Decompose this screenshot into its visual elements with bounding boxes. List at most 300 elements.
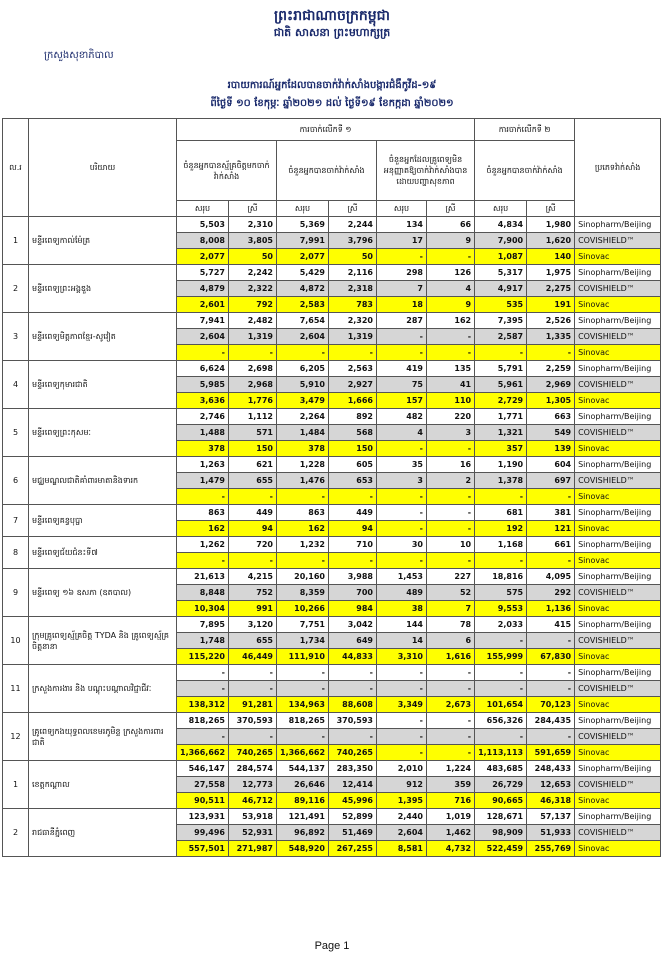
vaccine-type-cell: Sinopharm/Beijing [575, 505, 661, 521]
vaccine-type-cell: COVISHIELD™ [575, 329, 661, 345]
value-cell: - [277, 665, 329, 681]
value-cell: - [177, 729, 229, 745]
vaccine-type-cell: Sinovac [575, 249, 661, 265]
vaccine-type-cell: Sinovac [575, 745, 661, 761]
value-cell: - [177, 681, 229, 697]
value-cell: 52,899 [329, 809, 377, 825]
value-cell: 4,834 [475, 217, 527, 233]
value-cell: 2,968 [229, 377, 277, 393]
value-cell: 284,574 [229, 761, 277, 777]
value-cell: 45,996 [329, 793, 377, 809]
value-cell: 123,931 [177, 809, 229, 825]
value-cell: 655 [229, 473, 277, 489]
value-cell: 41 [427, 377, 475, 393]
facility-name: មន្ទីរពេទ្យកាល់ម៉ែត្រ [29, 217, 177, 265]
value-cell: 5,369 [277, 217, 329, 233]
value-cell: 3,042 [329, 617, 377, 633]
value-cell: 70,123 [527, 697, 575, 713]
value-cell: 9,553 [475, 601, 527, 617]
value-cell: 17 [377, 233, 427, 249]
value-cell: 44,833 [329, 649, 377, 665]
page-number: Page 1 [314, 940, 350, 952]
vaccine-type-cell: Sinopharm/Beijing [575, 409, 661, 425]
sub-total-header: សរុប [377, 201, 427, 217]
value-cell: 818,265 [177, 713, 229, 729]
value-cell: 1,019 [427, 809, 475, 825]
value-cell: 12,653 [527, 777, 575, 793]
value-cell: 1,136 [527, 601, 575, 617]
value-cell: - [329, 681, 377, 697]
motto-heading: ជាតិ សាសនា ព្រះមហាក្សត្រ [273, 26, 391, 39]
value-cell: - [527, 729, 575, 745]
value-cell: 7,941 [177, 313, 229, 329]
table-row [3, 361, 661, 377]
value-cell: - [377, 329, 427, 345]
value-cell: 984 [329, 601, 377, 617]
value-cell: 91,281 [229, 697, 277, 713]
row-number: 3 [3, 313, 29, 361]
value-cell: 892 [329, 409, 377, 425]
value-cell: 700 [329, 585, 377, 601]
value-cell: - [475, 729, 527, 745]
value-cell: - [427, 345, 475, 361]
value-cell: 18 [377, 297, 427, 313]
value-cell: 621 [229, 457, 277, 473]
facility-name: មន្ទីរពេទ្យព្រះអង្គឌួង [29, 265, 177, 313]
value-cell: 2,010 [377, 761, 427, 777]
table-row [3, 809, 661, 825]
value-cell: 5,961 [475, 377, 527, 393]
value-cell: - [427, 329, 475, 345]
value-cell: 126 [427, 265, 475, 281]
value-cell: 51,469 [329, 825, 377, 841]
table-row [3, 569, 661, 585]
value-cell: 135 [427, 361, 475, 377]
value-cell: 111,910 [277, 649, 329, 665]
value-cell: - [427, 521, 475, 537]
value-cell: 8,848 [177, 585, 229, 601]
value-cell: 292 [527, 585, 575, 601]
vaccination-table [2, 118, 661, 857]
value-cell: 2,440 [377, 809, 427, 825]
value-cell: 1,366,662 [277, 745, 329, 761]
value-cell: 53,918 [229, 809, 277, 825]
value-cell: - [377, 249, 427, 265]
value-cell: 1,453 [377, 569, 427, 585]
vaccine-type-cell: COVISHIELD™ [575, 777, 661, 793]
row-number: 2 [3, 265, 29, 313]
value-cell: 298 [377, 265, 427, 281]
value-cell: 1,232 [277, 537, 329, 553]
value-cell: 35 [377, 457, 427, 473]
row-number: 5 [3, 409, 29, 457]
value-cell: 2,116 [329, 265, 377, 281]
table-row [3, 409, 661, 425]
value-cell: 9 [427, 297, 475, 313]
col-registered-header: ចំនួនអ្នកបានស្ម័គ្រចិត្តមកចាក់វ៉ាក់សាំង [177, 141, 277, 201]
value-cell: - [475, 665, 527, 681]
value-cell: - [377, 745, 427, 761]
value-cell: 1,975 [527, 265, 575, 281]
value-cell: 1,112 [229, 409, 277, 425]
vaccine-type-cell: Sinopharm/Beijing [575, 457, 661, 473]
col-dose2-header: ការចាក់លើកទី ២ [475, 119, 575, 141]
value-cell: 649 [329, 633, 377, 649]
value-cell: 10,304 [177, 601, 229, 617]
value-cell: - [377, 553, 427, 569]
vaccine-type-cell: Sinovac [575, 841, 661, 857]
table-row [3, 537, 661, 553]
row-number: 1 [3, 217, 29, 265]
value-cell: - [229, 489, 277, 505]
value-cell: 489 [377, 585, 427, 601]
vaccine-type-cell: Sinovac [575, 601, 661, 617]
value-cell: - [177, 345, 229, 361]
value-cell: 792 [229, 297, 277, 313]
value-cell: 5,727 [177, 265, 229, 281]
col-dose2-vaccinated-header: ចំនួនអ្នកបានចាក់វ៉ាក់សាំង [475, 141, 575, 201]
value-cell: 2,563 [329, 361, 377, 377]
value-cell: 3,796 [329, 233, 377, 249]
value-cell: 94 [229, 521, 277, 537]
table-row [3, 457, 661, 473]
value-cell: - [277, 345, 329, 361]
sub-total-header: សរុប [277, 201, 329, 217]
value-cell: 1,620 [527, 233, 575, 249]
value-cell: 90,511 [177, 793, 229, 809]
value-cell: 1,319 [329, 329, 377, 345]
value-cell: - [229, 665, 277, 681]
value-cell: 121,491 [277, 809, 329, 825]
value-cell: 3,349 [377, 697, 427, 713]
value-cell: 4,872 [277, 281, 329, 297]
facility-name: មន្ទីរពេទ្យព្រះកុសមៈ [29, 409, 177, 457]
value-cell: 2,310 [229, 217, 277, 233]
value-cell: 4,215 [229, 569, 277, 585]
table-row [3, 713, 661, 729]
col-vaccine-type-header: ប្រភេទវ៉ាក់សាំង [575, 119, 661, 217]
table-row [3, 761, 661, 777]
value-cell: 284,435 [527, 713, 575, 729]
value-cell: 94 [329, 521, 377, 537]
value-cell: 1,776 [229, 393, 277, 409]
facility-name: មន្ទីរពេទ្យ ១៦ ឧសភា (ឧតបាល) [29, 569, 177, 617]
value-cell: 283,350 [329, 761, 377, 777]
value-cell: 89,116 [277, 793, 329, 809]
value-cell: - [329, 489, 377, 505]
value-cell: 357 [475, 441, 527, 457]
value-cell: 78 [427, 617, 475, 633]
row-number: 12 [3, 713, 29, 761]
value-cell: 2,322 [229, 281, 277, 297]
value-cell: 1,113,113 [475, 745, 527, 761]
value-cell: 30 [377, 537, 427, 553]
vaccine-type-cell: Sinovac [575, 553, 661, 569]
value-cell: 101,654 [475, 697, 527, 713]
sub-female-header: ស្រី [229, 201, 277, 217]
value-cell: 1,263 [177, 457, 229, 473]
value-cell: 7,895 [177, 617, 229, 633]
vaccine-type-cell: Sinovac [575, 521, 661, 537]
value-cell: 1,484 [277, 425, 329, 441]
row-number: 6 [3, 457, 29, 505]
value-cell: 18,816 [475, 569, 527, 585]
value-cell: 2,969 [527, 377, 575, 393]
value-cell: - [229, 553, 277, 569]
value-cell: 5,910 [277, 377, 329, 393]
value-cell: - [277, 729, 329, 745]
value-cell: 162 [427, 313, 475, 329]
value-cell: 4,732 [427, 841, 475, 857]
vaccine-type-cell: COVISHIELD™ [575, 729, 661, 745]
table-row [3, 313, 661, 329]
value-cell: 1,262 [177, 537, 229, 553]
col-name-header: បរិយាយ [29, 119, 177, 217]
row-number: 8 [3, 537, 29, 569]
value-cell: - [427, 249, 475, 265]
value-cell: 740,265 [229, 745, 277, 761]
value-cell: 1,479 [177, 473, 229, 489]
value-cell: 5,317 [475, 265, 527, 281]
value-cell: 3,636 [177, 393, 229, 409]
value-cell: 656,326 [475, 713, 527, 729]
value-cell: 52 [427, 585, 475, 601]
value-cell: 370,593 [329, 713, 377, 729]
value-cell: - [475, 681, 527, 697]
vaccine-type-cell: COVISHIELD™ [575, 585, 661, 601]
value-cell: 1,462 [427, 825, 475, 841]
value-cell: 138,312 [177, 697, 229, 713]
value-cell: 1,734 [277, 633, 329, 649]
value-cell: 568 [329, 425, 377, 441]
row-number: 2 [3, 809, 29, 857]
value-cell: - [329, 553, 377, 569]
value-cell: 991 [229, 601, 277, 617]
value-cell: 5,429 [277, 265, 329, 281]
value-cell: 12,773 [229, 777, 277, 793]
value-cell: - [277, 681, 329, 697]
value-cell: 20,160 [277, 569, 329, 585]
vaccine-type-cell: Sinopharm/Beijing [575, 217, 661, 233]
vaccine-type-cell: COVISHIELD™ [575, 377, 661, 393]
value-cell: 571 [229, 425, 277, 441]
value-cell: 66 [427, 217, 475, 233]
value-cell: 3,479 [277, 393, 329, 409]
value-cell: 2,673 [427, 697, 475, 713]
vaccine-type-cell: COVISHIELD™ [575, 281, 661, 297]
value-cell: - [229, 729, 277, 745]
value-cell: 720 [229, 537, 277, 553]
sub-female-header: ស្រី [427, 201, 475, 217]
value-cell: 3,120 [229, 617, 277, 633]
value-cell: 483,685 [475, 761, 527, 777]
facility-name: មន្ទីរពេទ្យជ័យជំនះទី៧ [29, 537, 177, 569]
value-cell: - [177, 489, 229, 505]
value-cell: 150 [329, 441, 377, 457]
col-vaccinated-header: ចំនួនអ្នកបានចាក់វ៉ាក់សាំង [277, 141, 377, 201]
value-cell: 287 [377, 313, 427, 329]
value-cell: 134 [377, 217, 427, 233]
value-cell: - [527, 489, 575, 505]
vaccine-type-cell: Sinovac [575, 793, 661, 809]
value-cell: - [527, 345, 575, 361]
col-deferred-header: ចំនួនអ្នកដែលគ្រូពេទ្យមិនអនុញ្ញាតឱ្យចាក់វ៉ាក់សាំងបានដោយបញ្ហាសុខភាព [377, 141, 475, 201]
value-cell: 2,604 [177, 329, 229, 345]
value-cell: - [377, 441, 427, 457]
value-cell: 227 [427, 569, 475, 585]
value-cell: 6,624 [177, 361, 229, 377]
vaccine-type-cell: COVISHIELD™ [575, 233, 661, 249]
vaccine-type-cell: COVISHIELD™ [575, 681, 661, 697]
value-cell: 575 [475, 585, 527, 601]
value-cell: 140 [527, 249, 575, 265]
value-cell: 75 [377, 377, 427, 393]
value-cell: 378 [277, 441, 329, 457]
value-cell: 128,671 [475, 809, 527, 825]
value-cell: 2,244 [329, 217, 377, 233]
value-cell: 2,698 [229, 361, 277, 377]
col-no-header: ល.រ [3, 119, 29, 217]
value-cell: - [377, 665, 427, 681]
value-cell: 7,900 [475, 233, 527, 249]
value-cell: 522,459 [475, 841, 527, 857]
value-cell: 2,033 [475, 617, 527, 633]
value-cell: 783 [329, 297, 377, 313]
value-cell: 535 [475, 297, 527, 313]
value-cell: 2,746 [177, 409, 229, 425]
value-cell: 255,769 [527, 841, 575, 857]
value-cell: 9 [427, 233, 475, 249]
vaccine-type-cell: Sinopharm/Beijing [575, 761, 661, 777]
vaccine-type-cell: Sinopharm/Beijing [575, 537, 661, 553]
value-cell: 67,830 [527, 649, 575, 665]
value-cell: 697 [527, 473, 575, 489]
value-cell: 16 [427, 457, 475, 473]
value-cell: - [427, 665, 475, 681]
vaccine-type-cell: COVISHIELD™ [575, 633, 661, 649]
value-cell: 449 [229, 505, 277, 521]
value-cell: - [377, 521, 427, 537]
value-cell: 2 [427, 473, 475, 489]
value-cell: 139 [527, 441, 575, 457]
vaccine-type-cell: Sinopharm/Beijing [575, 313, 661, 329]
value-cell: - [527, 665, 575, 681]
value-cell: 1,616 [427, 649, 475, 665]
value-cell: 271,987 [229, 841, 277, 857]
value-cell: 681 [475, 505, 527, 521]
value-cell: 110 [427, 393, 475, 409]
table-row [3, 665, 661, 681]
value-cell: 134,963 [277, 697, 329, 713]
vaccine-type-cell: Sinopharm/Beijing [575, 361, 661, 377]
value-cell: 557,501 [177, 841, 229, 857]
vaccine-type-cell: Sinopharm/Beijing [575, 569, 661, 585]
value-cell: 661 [527, 537, 575, 553]
value-cell: 2,275 [527, 281, 575, 297]
value-cell: 46,449 [229, 649, 277, 665]
value-cell: 4,879 [177, 281, 229, 297]
table-row [3, 217, 661, 233]
value-cell: 121 [527, 521, 575, 537]
value-cell: 2,320 [329, 313, 377, 329]
value-cell: 26,646 [277, 777, 329, 793]
value-cell: - [427, 489, 475, 505]
value-cell: 3 [377, 473, 427, 489]
table-row [3, 617, 661, 633]
vaccine-type-cell: Sinovac [575, 649, 661, 665]
value-cell: 415 [527, 617, 575, 633]
value-cell: 99,496 [177, 825, 229, 841]
value-cell: - [329, 729, 377, 745]
vaccine-type-cell: Sinovac [575, 489, 661, 505]
value-cell: - [277, 489, 329, 505]
value-cell: 1,087 [475, 249, 527, 265]
value-cell: 26,729 [475, 777, 527, 793]
value-cell: 740,265 [329, 745, 377, 761]
value-cell: 220 [427, 409, 475, 425]
value-cell: 2,318 [329, 281, 377, 297]
value-cell: 1,190 [475, 457, 527, 473]
value-cell: 2,604 [377, 825, 427, 841]
value-cell: - [277, 553, 329, 569]
facility-name: ខេត្តកណ្ដាល [29, 761, 177, 809]
value-cell: 162 [177, 521, 229, 537]
value-cell: 546,147 [177, 761, 229, 777]
ministry-label: ក្រសួងសុខាភិបាល [44, 50, 114, 61]
table-row [3, 505, 661, 521]
value-cell: - [377, 729, 427, 745]
value-cell: 1,366,662 [177, 745, 229, 761]
value-cell: 752 [229, 585, 277, 601]
value-cell: 7,654 [277, 313, 329, 329]
vaccine-type-cell: Sinopharm/Beijing [575, 265, 661, 281]
value-cell: 381 [527, 505, 575, 521]
value-cell: 6,205 [277, 361, 329, 377]
value-cell: 10,266 [277, 601, 329, 617]
value-cell: 655 [229, 633, 277, 649]
value-cell: - [177, 553, 229, 569]
value-cell: 46,712 [229, 793, 277, 809]
sub-female-header: ស្រី [527, 201, 575, 217]
value-cell: 27,558 [177, 777, 229, 793]
value-cell: 1,168 [475, 537, 527, 553]
facility-name: គ្រូពេទ្យកងយុទ្ធពលខេមរភូមិន្ទ ក្រសួងការពារជាតិ [29, 713, 177, 761]
value-cell: 1,980 [527, 217, 575, 233]
value-cell: 90,665 [475, 793, 527, 809]
value-cell: 5,791 [475, 361, 527, 377]
value-cell: - [427, 505, 475, 521]
value-cell: - [427, 713, 475, 729]
facility-name: មន្ទីរពេទ្យកុមារជាតិ [29, 361, 177, 409]
value-cell: 57,137 [527, 809, 575, 825]
vaccine-type-cell: Sinopharm/Beijing [575, 713, 661, 729]
row-number: 7 [3, 505, 29, 537]
value-cell: - [475, 633, 527, 649]
value-cell: 548,920 [277, 841, 329, 857]
value-cell: 2,242 [229, 265, 277, 281]
value-cell: 1,224 [427, 761, 475, 777]
value-cell: 1,666 [329, 393, 377, 409]
value-cell: - [475, 489, 527, 505]
facility-name: ក្រសួងការងារ និង បណ្តុះបណ្តាលវិជ្ជាជីវៈ [29, 665, 177, 713]
value-cell: - [229, 681, 277, 697]
value-cell: - [377, 681, 427, 697]
value-cell: 4 [427, 281, 475, 297]
value-cell: 38 [377, 601, 427, 617]
value-cell: 96,892 [277, 825, 329, 841]
value-cell: - [229, 345, 277, 361]
col-dose1-header: ការចាក់លើកទី ១ [177, 119, 475, 141]
